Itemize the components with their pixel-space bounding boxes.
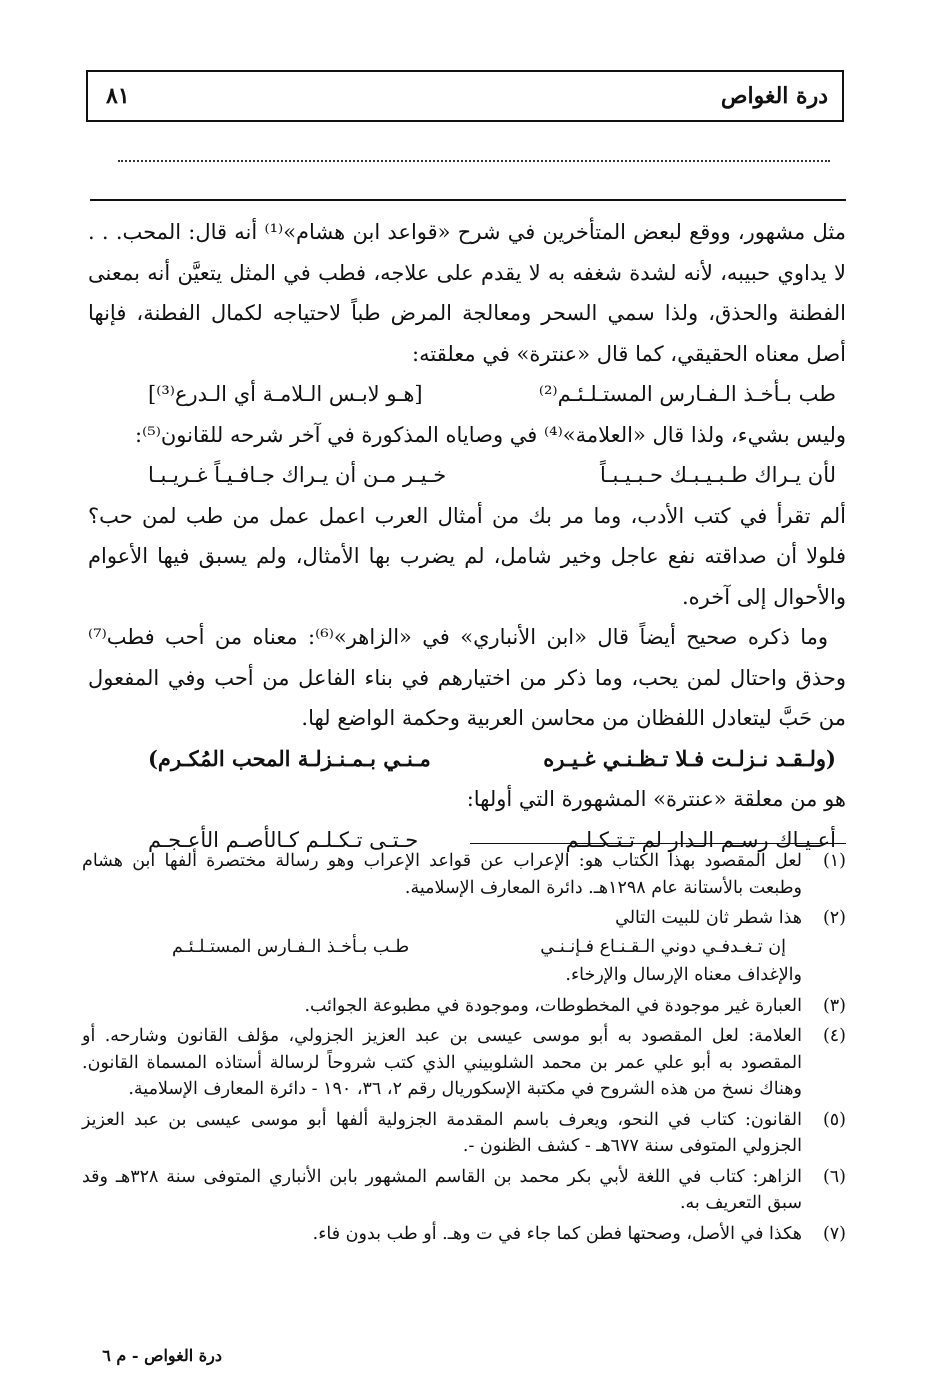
- footnote-1: [82, 848, 846, 901]
- footnote-text: الزاهر: كتاب في اللغة لأبي بكر محمد بن القاسم المشهور بابن الأنباري المتوفى سنة ٣٢٨هـ وقد سبق التعريف به.: [82, 1166, 803, 1213]
- top-rule: [90, 199, 846, 201]
- footnote-3: [82, 993, 846, 1020]
- verse-1-second-hemistich: [هـو لابـس الـلامـة أي الـدرع⁽³⁾]: [148, 382, 423, 406]
- paragraph-3: ألم تقرأ في كتب الأدب، وما مر بك من أمثال العرب اعمل عمل من طب لمن حب؟ فلولا أن صداقته نفع عاجل وخير شامل، لم يضرب بها الأمثال، ولم يسبق فيها الأعوام والأحوال إلى آخره.: [88, 503, 846, 609]
- verse-2: [88, 455, 846, 496]
- footnote-verse-second: طـب بـأخـذ الـفـارس المستـلـئـم: [172, 936, 410, 957]
- footnotes: [82, 848, 846, 1251]
- verse-1-first-hemistich: طب بـأخـذ الـفـارس المستـلـئـم⁽²⁾: [538, 382, 836, 406]
- footnote-number: (٣): [822, 995, 846, 1016]
- footnote-text: العلامة: لعل المقصود به أبو موسى عيسى بن عبد العزيز الجزولي، مؤلف القانون وشارحه. أو المقصود به أبو علي عمر بن محمد الشلوبيني الذي كتب شروحاً لرسالة أستاذه المسماة القانون. وهناك نسخ من هذه الشروح في مكتبة الإسكوريال رقم ٢، ٣٦، ١٩٠ - دائرة المعارف الإسلامية.: [82, 1026, 802, 1099]
- footnote-5: [82, 1107, 846, 1160]
- paragraph-2: وليس بشيء، ولذا قال «العلامة»⁽⁴⁾ في وصاياه المذكورة في آخر شرحه للقانون⁽⁵⁾:: [135, 422, 846, 447]
- footnote-number: (٥): [822, 1109, 846, 1130]
- verse-3-second-hemistich: مـنـي بـمـنـزلـة المحب المُكـرم): [148, 745, 431, 771]
- footnote-2: [82, 905, 846, 989]
- paragraph-4: وما ذكره صحيح أيضاً قال «ابن الأنباري» في «الزاهر»⁽⁶⁾: معناه من أحب فطب⁽⁷⁾ وحذق واحتال لمن يحب، وما ذكر من اختيارهم في بناء الفاعل من أحب وفي المفعول من حَبَّ ليتعادل اللفظان من محاسن العربية وحكمة الواضع لها.: [88, 625, 846, 730]
- main-text: [88, 212, 846, 860]
- verse-4-second-hemistich: حـتـى تـكـلـم كـالأصـم الأعـجـم: [148, 827, 419, 852]
- footnote-number: (٢): [822, 908, 846, 928]
- running-header: [86, 70, 844, 122]
- verse-1: [88, 374, 846, 415]
- paragraph-5: هو من معلقة «عنترة» المشهورة التي أولها:: [466, 787, 846, 811]
- footnote-text: القانون: كتاب في النحو، ويعرف باسم المقدمة الجزولية ألفها أبو موسى عيسى بن عبد العزيز الجزولي المتوفى سنة ٦٧٧هـ - كشف الظنون -.: [82, 1109, 802, 1156]
- footnote-text: العبارة غير موجودة في المخطوطات، وموجودة في مطبوعة الجوائب.: [304, 995, 802, 1016]
- footnote-text: هكذا في الأصل، وصحتها فطن كما جاء في ت وهـ. أو طب بدون فاء.: [312, 1223, 802, 1244]
- page-footer: درة الغواص - م ٦: [102, 1346, 222, 1365]
- footnote-text-continued: والإغداف معناه الإرسال والإرخاء.: [565, 965, 802, 985]
- footnote-6: [82, 1164, 846, 1217]
- footnote-7: [82, 1221, 846, 1248]
- verse-3-first-hemistich: (ولـقـد نـزلـت فـلا تـظـنـي غـيـره: [543, 745, 836, 771]
- footnote-text: لعل المقصود بهذا الكتاب هو: الإعراب عن قواعد الإعراب وهو رسالة مختصرة ألفها ابن هشام وطبعت بالأستانة عام ١٢٩٨هـ. دائرة المعارف الإسلامية.: [82, 851, 802, 898]
- verse-2-first-hemistich: لأن يـراك طـبـيـبـك حـبـيـبـاً: [599, 463, 836, 487]
- footnote-number: (٤): [822, 1026, 846, 1046]
- verse-3: [88, 739, 846, 780]
- dotted-separator: [118, 160, 830, 164]
- running-title: درة الغواص: [720, 83, 828, 109]
- page-number: ٨١: [106, 83, 130, 109]
- footnote-number: (٦): [822, 1166, 846, 1187]
- footnote-number: (١): [822, 851, 846, 871]
- paragraph-1: مثل مشهور، ووقع لبعض المتأخرين في شرح «قواعد ابن هشام»⁽¹⁾ أنه قال: المحب. . . لا يداوي حبيبه، لأنه لشدة شغفه به لا يقدم على علاجه، فطب في المثل يتعيَّن أنه بمعنى الفطنة والحذق، ولذا سمي السحر ومعالجة المرض طباً لاحتياجه لكمال الفطنة، فإنها أصل معناه الحقيقي، كما قال «عنترة» في معلقته:: [88, 220, 846, 366]
- footnote-verse: [82, 932, 802, 963]
- footnote-number: (٧): [822, 1223, 846, 1244]
- verse-2-second-hemistich: خـيـر مـن أن يـراك جـافـيـاً غـريـبـا: [148, 463, 447, 487]
- verse-4-first-hemistich: أعـيـاك رسـم الـدار لم تـتـكـلـم: [565, 827, 836, 852]
- footnote-rule: [470, 843, 846, 844]
- footnote-4: [82, 1023, 846, 1103]
- footnote-text: هذا شطر ثان للبيت التالي: [615, 908, 802, 928]
- footnote-verse-first: إن تـغـدفـي دوني الـقـنـاع فـإنـنـي: [540, 936, 786, 957]
